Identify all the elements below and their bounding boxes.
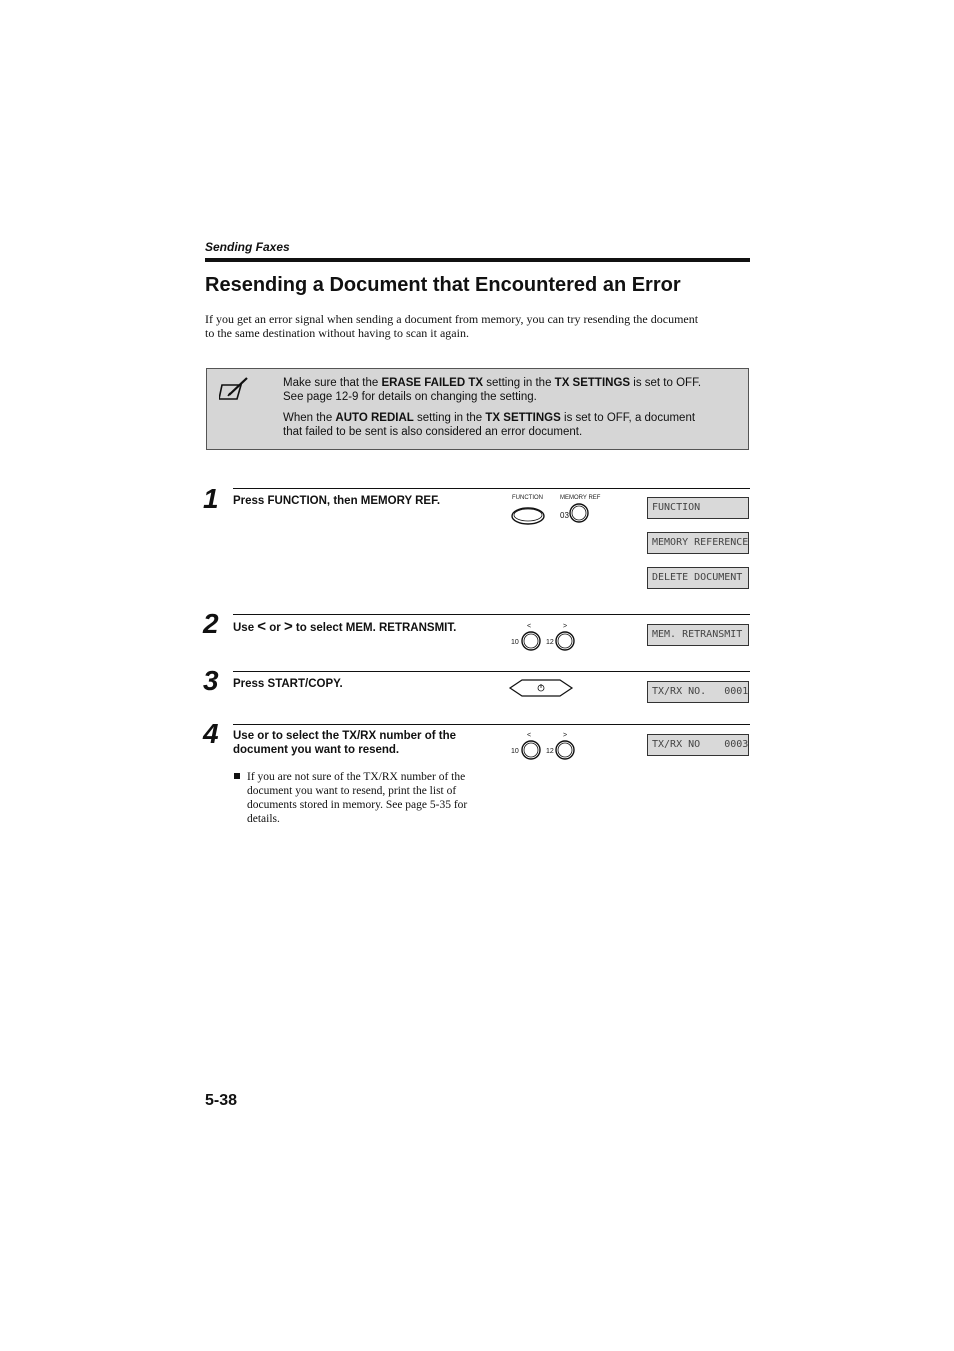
left-button-code: 10 (511, 748, 519, 755)
bullet-line: details. (247, 813, 280, 825)
step-number: 2 (203, 608, 219, 639)
step-3-text: Press START/COPY. (233, 678, 343, 690)
lcd-display: FUNCTION (647, 497, 749, 519)
lcd-display: TX/RX NO. 0001 (647, 681, 749, 703)
bullet-line: document you want to resend, print the list of (247, 785, 457, 797)
right-button-code: 12 (546, 748, 554, 755)
bullet-line: If you are not sure of the TX/RX number of the (247, 771, 466, 783)
bullet-line: documents stored in memory. See page 5-35 for (247, 799, 468, 811)
right-arrow-button (556, 632, 574, 650)
lcd-display: MEM. RETRANSMIT (647, 624, 749, 646)
step-rule (233, 671, 750, 672)
bullet-square-icon (234, 773, 240, 779)
left-arrow-button (522, 741, 540, 759)
arrow-buttons (508, 620, 580, 654)
right-arrow-label: > (563, 623, 568, 630)
bullet-paragraph (247, 770, 502, 826)
arrow-buttons (508, 729, 580, 763)
header-rule (205, 258, 750, 262)
left-arrow-button (522, 632, 540, 650)
step-number: 3 (203, 665, 219, 696)
step-number: 4 (203, 718, 219, 749)
step-2-text: Use < or > to select MEM. RETRANSMIT. (233, 618, 457, 635)
memory-ref-code: 03 (560, 511, 569, 520)
page-title: Resending a Document that Encountered an Error (205, 274, 681, 296)
lcd-display: MEMORY REFERENCE (647, 532, 749, 554)
memory-ref-button-label: MEMORY REF (560, 495, 601, 501)
page-number: 5-38 (205, 1092, 238, 1109)
step-rule (233, 724, 750, 725)
right-arrow-label: > (563, 732, 568, 739)
left-arrow-label: < (527, 623, 532, 630)
step-number: 1 (203, 483, 219, 514)
left-button-code: 10 (511, 639, 519, 646)
function-button (512, 508, 544, 524)
lcd-display: DELETE DOCUMENT (647, 567, 749, 589)
right-arrow-button (556, 741, 574, 759)
note-p1-line2: See page 12-9 for details on changing the setting. (283, 391, 537, 403)
intro-paragraph (205, 312, 750, 340)
step-4-text: Use or to select the TX/RX number of the document you want to resend. (233, 730, 457, 756)
memory-ref-button (570, 504, 588, 522)
pencil-note-icon (219, 377, 251, 403)
note-p2-line2: that failed to be sent is also considered an error document. (283, 426, 583, 438)
start-copy-button (508, 678, 574, 698)
intro-line: If you get an error signal when sending a document from memory, you can try resending the document (205, 312, 699, 326)
note-p2-line1: When the AUTO REDIAL setting in the TX SETTINGS is set to OFF, a document (283, 412, 696, 424)
left-arrow-label: < (527, 732, 532, 739)
step-rule (233, 488, 750, 489)
note-p1-line1: Make sure that the ERASE FAILED TX setting in the TX SETTINGS is set to OFF. (283, 377, 702, 389)
intro-line: to the same destination without having to scan it again. (205, 326, 469, 340)
function-button-label: FUNCTION (512, 495, 543, 501)
function-memory-buttons (508, 490, 608, 528)
lcd-display: TX/RX NO 0003 (647, 734, 749, 756)
section-label: Sending Faxes (205, 240, 290, 254)
step-rule (233, 614, 750, 615)
right-button-code: 12 (546, 639, 554, 646)
step-1-text: Press FUNCTION, then MEMORY REF. (233, 495, 441, 507)
